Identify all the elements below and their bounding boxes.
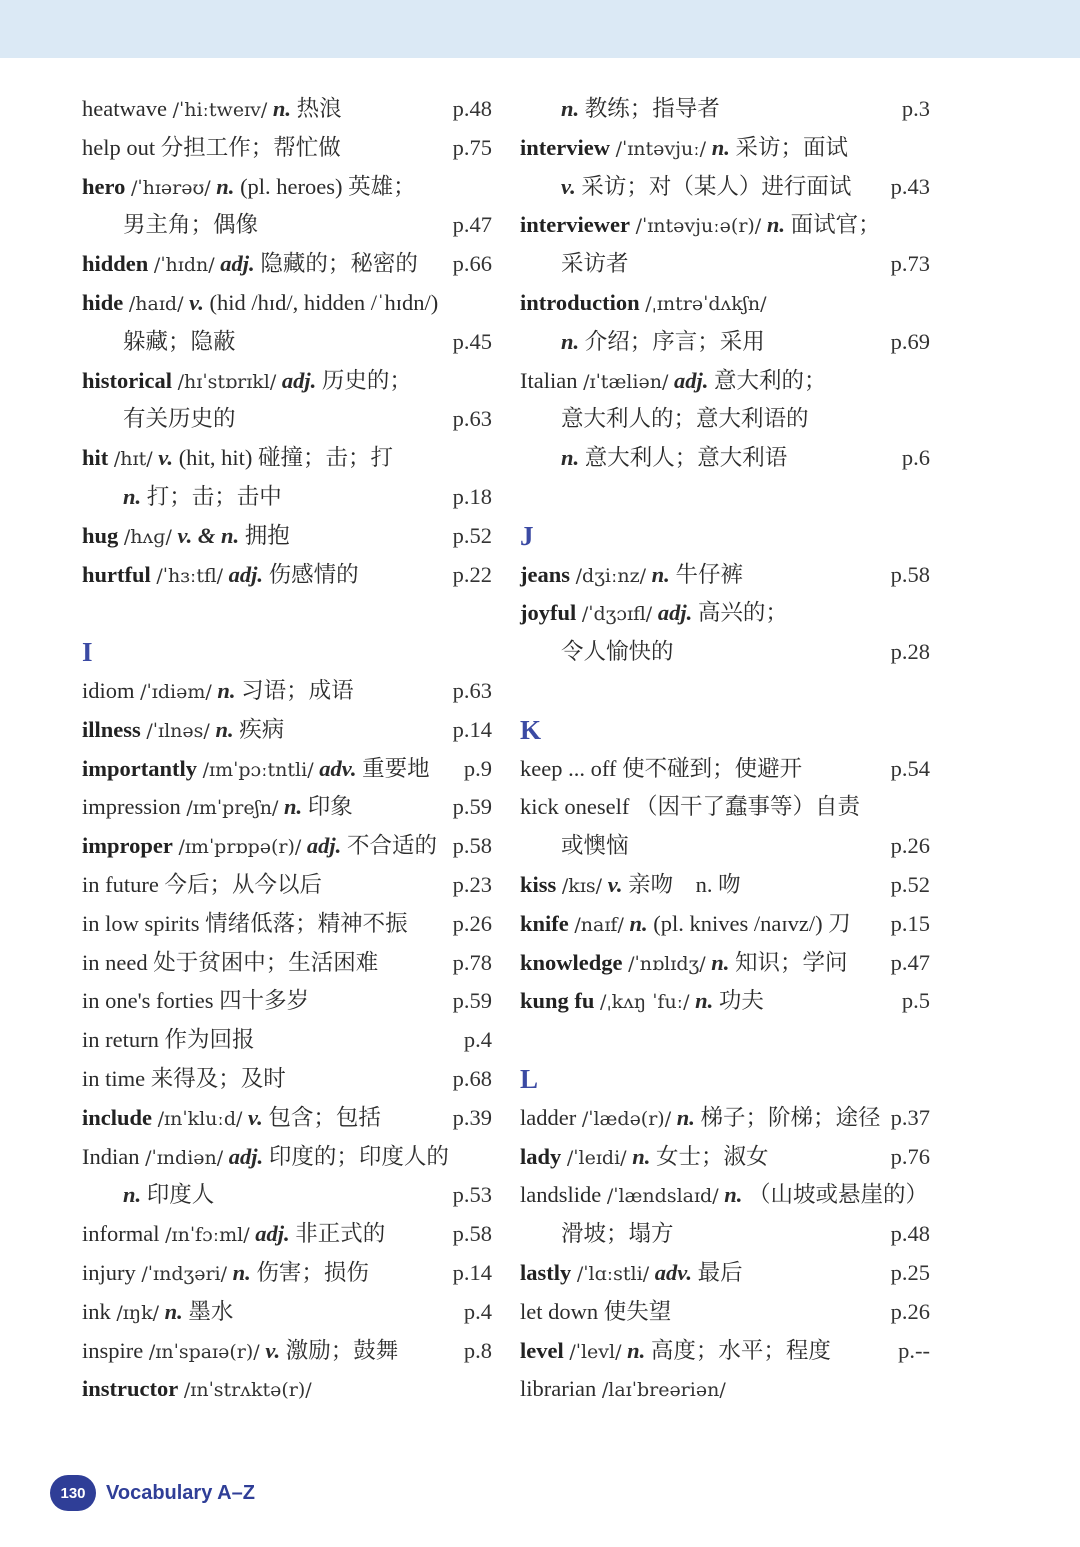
section-letter: I [82, 637, 93, 668]
vocab-entry [82, 1215, 492, 1254]
definition: 分担工作；帮忙做 [160, 134, 341, 160]
definition: 使失望 [603, 1298, 672, 1324]
headword: in low spirits [82, 910, 200, 936]
part-of-speech: n. [123, 1182, 142, 1208]
part-of-speech: n. [561, 328, 580, 354]
part-of-speech: n. [651, 561, 670, 587]
vocab-entry [82, 982, 492, 1021]
definition: 意大利的； [713, 367, 827, 393]
phonetic: /ɪmˈprɒpə(r)/ [178, 836, 302, 859]
entry-continuation [520, 633, 930, 672]
vocab-entry [82, 129, 492, 168]
vocab-entry [520, 866, 930, 905]
footer-section-title: Vocabulary A–Z [106, 1481, 255, 1504]
definition: 意大利人的；意大利语的 [561, 406, 809, 432]
headword: heatwave [82, 96, 167, 121]
part-of-speech: adj. [228, 1143, 264, 1169]
definition: 不合适的 [346, 833, 437, 859]
vocab-entry [82, 1021, 492, 1060]
headword: hero [82, 173, 126, 199]
page-ref: p.25 [890, 1259, 930, 1285]
headword: informal [82, 1221, 160, 1247]
page-ref: p.73 [890, 251, 930, 277]
headword: librarian [520, 1376, 597, 1402]
headword: help out [82, 134, 156, 160]
definition: 今后；从今以后 [164, 871, 322, 897]
page-ref: p.58 [890, 561, 930, 587]
vocab-entry [82, 1293, 492, 1332]
phonetic: /ˈɪndʒəri/ [141, 1262, 228, 1285]
vocab-entry [520, 1293, 930, 1332]
part-of-speech: n. [629, 910, 648, 936]
definition: 男主角；偶像 [123, 212, 259, 238]
headword: Italian [520, 367, 578, 393]
entry-continuation [82, 206, 492, 245]
vocab-entry [82, 866, 492, 905]
phonetic: /ˌɪntrəˈdʌkʃn/ [645, 292, 767, 315]
headword: importantly [82, 755, 197, 781]
page-ref: p.48 [890, 1221, 930, 1247]
definition: 采访；面试 [735, 134, 848, 160]
definition: 热浪 [296, 96, 342, 121]
vocab-entry [82, 245, 492, 284]
phonetic: /ɪnˈstrʌktə(r)/ [183, 1379, 312, 1402]
headword: level [520, 1337, 564, 1363]
definition: 打；击；击中 [146, 483, 282, 509]
headword: lady [520, 1143, 562, 1169]
page-ref: p.23 [452, 871, 492, 897]
part-of-speech: adv. [654, 1259, 693, 1285]
vocab-entry [82, 1060, 492, 1099]
headword: illness [82, 716, 141, 742]
headword: idiom [82, 677, 135, 703]
phonetic: /ɪnˈspaɪə(r)/ [148, 1340, 260, 1363]
definition: 处于贫困中；生活困难 [153, 949, 379, 975]
headword: let down [520, 1298, 599, 1324]
part-of-speech: adj. [281, 367, 317, 393]
phonetic: /ˈdʒɔɪfl/ [581, 603, 653, 626]
entry-continuation [82, 1176, 492, 1215]
definition: 作为回报 [164, 1027, 255, 1053]
vocab-entry [520, 750, 930, 789]
definition: 高兴的； [697, 600, 788, 626]
phonetic: /ˌkʌŋ ˈfuː/ [600, 991, 690, 1014]
vocab-entry [82, 1138, 492, 1177]
part-of-speech: n. [561, 445, 580, 471]
definition: 教练；指导者 [584, 96, 720, 121]
vocab-entry [82, 711, 492, 750]
part-of-speech: n. [215, 716, 234, 742]
page-ref: p.15 [890, 910, 930, 936]
definition: 采访；对（某人）进行面试 [581, 173, 852, 199]
vocab-entry [82, 944, 492, 983]
headword: kung fu [520, 988, 595, 1014]
page-ref: p.22 [452, 561, 492, 587]
page-ref: p.53 [452, 1182, 492, 1208]
entry-continuation [520, 400, 930, 439]
part-of-speech: n. [216, 173, 235, 199]
part-of-speech: n. [272, 96, 292, 121]
definition: (hid /hɪd/, hidden /ˈhɪdn/) [209, 289, 439, 315]
part-of-speech: n. [676, 1104, 695, 1130]
definition: 女士；淑女 [655, 1143, 769, 1169]
definition: 激励；鼓舞 [285, 1337, 399, 1363]
part-of-speech: adj. [657, 600, 693, 626]
part-of-speech: n. [766, 212, 785, 238]
vocab-entry [520, 594, 930, 633]
definition: 滑坡；塌方 [561, 1221, 674, 1247]
definition: （山坡或悬崖的） [748, 1182, 929, 1208]
definition: 采访者 [561, 251, 629, 277]
headword: in time [82, 1065, 146, 1091]
phonetic: /ɪmˈpreʃn/ [186, 797, 279, 820]
vocab-entry [82, 827, 492, 866]
vocab-entry [82, 284, 492, 323]
entry-continuation [82, 400, 492, 439]
phonetic: /kɪs/ [561, 874, 603, 897]
definition: （因干了蠢事等）自责 [634, 794, 860, 820]
part-of-speech: n. [627, 1337, 646, 1363]
definition: 印度人 [146, 1182, 215, 1208]
part-of-speech: adj. [220, 251, 255, 277]
headword: hidden [82, 251, 149, 277]
entry-continuation [520, 245, 930, 284]
definition: 墨水 [188, 1298, 234, 1324]
headword: historical [82, 367, 172, 393]
headword: instructor [82, 1376, 179, 1402]
vocab-entry [82, 168, 492, 207]
headword: introduction [520, 289, 640, 315]
vocab-entry [82, 905, 492, 944]
part-of-speech: n. [711, 949, 730, 975]
definition: 习语；成语 [241, 677, 354, 703]
vocab-entry [82, 439, 492, 478]
page-ref: p.4 [463, 1298, 492, 1324]
page-ref: p.52 [890, 871, 930, 897]
definition: 最后 [697, 1259, 743, 1285]
headword: in future [82, 871, 159, 897]
vocab-entry [82, 556, 492, 595]
page-ref: p.59 [452, 794, 492, 820]
headword: hug [82, 522, 119, 548]
spacer-line [520, 478, 930, 517]
page-ref: p.63 [452, 677, 492, 703]
headword: interview [520, 134, 610, 160]
page-ref: p.78 [452, 949, 492, 975]
headword: Indian [82, 1143, 140, 1169]
page-number-badge: 130 [50, 1475, 96, 1511]
definition: 情绪低落；精神不振 [205, 910, 408, 936]
page-ref: p.59 [452, 988, 492, 1014]
phonetic: /ˈɪlnəs/ [146, 719, 210, 742]
page-ref: p.76 [890, 1143, 930, 1169]
vocab-entry [520, 362, 930, 401]
headword: inspire [82, 1337, 144, 1363]
phonetic: /ɪˈtæliən/ [583, 370, 669, 393]
headword: improper [82, 833, 173, 859]
phonetic: /ˈlɑːstli/ [576, 1262, 650, 1285]
definition: 介绍；序言；采用 [584, 328, 765, 354]
phonetic: /dʒiːnz/ [575, 564, 647, 587]
phonetic: /ˈhiːtweɪv/ [172, 99, 268, 121]
page-ref: p.47 [452, 212, 492, 238]
definition: 知识；学问 [735, 949, 848, 975]
definition: 印象 [307, 794, 353, 820]
page-ref: p.43 [890, 173, 930, 199]
headword: kick oneself [520, 794, 630, 820]
spacer-line [82, 594, 492, 633]
page-ref: p.63 [452, 406, 492, 432]
headword: injury [82, 1259, 136, 1285]
vocab-entry [520, 1332, 930, 1371]
page-ref: p.14 [452, 716, 492, 742]
phonetic: /ɪnˈfɔːml/ [165, 1224, 250, 1247]
page-ref: p.-- [898, 1337, 930, 1363]
page-ref: p.52 [452, 522, 492, 548]
page-ref: p.48 [452, 96, 492, 121]
page-ref: p.69 [890, 328, 930, 354]
page-ref: p.39 [452, 1104, 492, 1130]
phonetic: /ˈlædə(r)/ [581, 1107, 672, 1130]
part-of-speech: v. & n. [177, 522, 240, 548]
phonetic: /ɪnˈkluːd/ [157, 1107, 243, 1130]
phonetic: /hɪt/ [113, 448, 153, 471]
phonetic: /hʌɡ/ [123, 525, 172, 548]
vocab-entry [520, 788, 930, 827]
definition: 或懊恼 [561, 833, 629, 859]
page-ref: p.26 [890, 1298, 930, 1324]
entry-continuation [520, 323, 930, 362]
headword: ladder [520, 1104, 577, 1130]
page-ref: p.37 [890, 1104, 930, 1130]
headword: ink [82, 1298, 111, 1324]
entry-continuation [520, 168, 930, 207]
page-ref: p.28 [890, 639, 930, 665]
page-ref: p.58 [452, 1221, 492, 1247]
phonetic: /ˈhɪərəʊ/ [130, 176, 211, 199]
section-letter: K [520, 714, 542, 745]
headword: in return [82, 1027, 159, 1053]
entry-continuation [82, 478, 492, 517]
vocab-entry [82, 1332, 492, 1371]
part-of-speech: v. [189, 289, 204, 315]
page-ref: p.26 [452, 910, 492, 936]
page-ref: p.68 [452, 1065, 492, 1091]
definition: 面试官； [790, 212, 881, 238]
page-ref: p.4 [463, 1027, 492, 1053]
vocab-entry [82, 362, 492, 401]
vocab-entry [520, 556, 930, 595]
part-of-speech: n. [284, 794, 303, 820]
phonetic: /ˈɪntəvjuː/ [615, 137, 707, 160]
definition: 隐藏的；秘密的 [260, 251, 418, 277]
headword: lastly [520, 1259, 572, 1285]
part-of-speech: v. [561, 173, 576, 199]
headword: jeans [520, 561, 570, 587]
page-ref: p.54 [890, 755, 930, 781]
phonetic: /ˈɪndiən/ [145, 1146, 224, 1169]
headword: joyful [520, 600, 577, 626]
vocab-entry [520, 206, 930, 245]
part-of-speech: n. [232, 1259, 251, 1285]
headword: interviewer [520, 212, 630, 238]
page-ref: p.14 [452, 1259, 492, 1285]
part-of-speech: v. [248, 1104, 263, 1130]
phonetic: /ˈlevl/ [569, 1340, 622, 1363]
phonetic: /ɪmˈpɔːtntli/ [202, 758, 314, 781]
vocabulary-column-left [82, 90, 492, 1409]
spacer-line [520, 672, 930, 711]
definition: 四十多岁 [219, 988, 310, 1014]
page-ref: p.58 [452, 833, 492, 859]
part-of-speech: adv. [319, 755, 357, 781]
headword: kiss [520, 871, 557, 897]
vocab-entry [82, 1099, 492, 1138]
page-ref: p.5 [901, 988, 930, 1014]
definition: 拥抱 [244, 522, 290, 548]
definition: (hit, hit) 碰撞；击；打 [178, 445, 394, 471]
phonetic: /haɪd/ [128, 292, 184, 315]
part-of-speech: n. [724, 1182, 743, 1208]
headword: impression [82, 794, 181, 820]
definition: 来得及；及时 [150, 1065, 286, 1091]
vocab-entry [520, 944, 930, 983]
headword: knife [520, 910, 569, 936]
headword: hit [82, 445, 109, 471]
vocab-entry [520, 1099, 930, 1138]
part-of-speech: v. [607, 871, 623, 897]
top-header-band [0, 0, 1080, 58]
definition: (pl. knives /naɪvz/) 刀 [653, 910, 851, 936]
section-letter: L [520, 1063, 539, 1094]
phonetic: /laɪˈbreəriən/ [601, 1379, 726, 1402]
entry-continuation [82, 323, 492, 362]
definition: 意大利人；意大利语 [584, 445, 788, 471]
entry-continuation [520, 90, 930, 129]
definition: 伤感情的 [268, 561, 359, 587]
spacer-line [520, 1021, 930, 1060]
definition: 使不碰到；使避开 [622, 755, 803, 781]
vocab-entry [82, 750, 492, 789]
definition: (pl. heroes) 英雄； [240, 173, 416, 199]
page-ref: p.9 [463, 755, 492, 781]
definition: 印度的；印度人的 [268, 1143, 449, 1169]
definition: 非正式的 [295, 1221, 386, 1247]
definition: 梯子；阶梯；途径 [700, 1104, 881, 1130]
part-of-speech: n. [217, 677, 236, 703]
vocab-entry [520, 982, 930, 1021]
phonetic: /ˈɪntəvjuːə(r)/ [635, 215, 762, 238]
definition: 高度；水平；程度 [650, 1337, 831, 1363]
definition: 亲吻 n. 吻 [628, 871, 741, 897]
part-of-speech: n. [123, 483, 142, 509]
page-ref: p.47 [890, 949, 930, 975]
vocab-entry [520, 905, 930, 944]
vocab-entry [520, 1370, 930, 1409]
phonetic: /ˈleɪdi/ [566, 1146, 627, 1169]
page-ref: p.45 [452, 328, 492, 354]
vocab-entry [82, 1370, 492, 1409]
phonetic: /ˈhɜːtfl/ [156, 564, 224, 587]
headword: knowledge [520, 949, 623, 975]
definition: 伤害；损伤 [256, 1259, 369, 1285]
headword: landslide [520, 1182, 602, 1208]
vocab-entry [82, 517, 492, 556]
definition: 功夫 [718, 988, 764, 1014]
headword: hurtful [82, 561, 151, 587]
headword: in need [82, 949, 148, 975]
part-of-speech: n. [695, 988, 714, 1014]
vocab-entry [520, 129, 930, 168]
phonetic: /hɪˈstɒrɪkl/ [177, 370, 277, 393]
definition: 牛仔裤 [675, 561, 743, 587]
vocabulary-column-right [520, 90, 930, 1409]
vocab-entry [82, 672, 492, 711]
definition: 历史的； [321, 367, 412, 393]
page-ref: p.6 [901, 445, 930, 471]
phonetic: /ˈɪdiəm/ [140, 680, 212, 703]
headword: hide [82, 289, 124, 315]
part-of-speech: adj. [255, 1221, 290, 1247]
part-of-speech: adj. [306, 833, 342, 859]
definition: 重要地 [362, 755, 430, 781]
vocab-entry [520, 1138, 930, 1177]
phonetic: /naɪf/ [574, 913, 624, 936]
phonetic: /ɪŋk/ [116, 1301, 160, 1324]
vocab-entry [520, 1254, 930, 1293]
headword: include [82, 1104, 153, 1130]
entry-continuation [520, 1215, 930, 1254]
section-letter: J [520, 520, 534, 551]
part-of-speech: adj. [228, 561, 264, 587]
phonetic: /ˈnɒlɪdʒ/ [628, 952, 706, 975]
headword: keep ... off [520, 755, 617, 781]
part-of-speech: v. [265, 1337, 281, 1363]
part-of-speech: v. [158, 445, 174, 471]
page-ref: p.3 [901, 96, 930, 121]
page-ref: p.8 [463, 1337, 492, 1363]
part-of-speech: n. [561, 96, 580, 121]
definition: 躲藏；隐蔽 [123, 328, 236, 354]
headword: in one's forties [82, 988, 214, 1014]
vocab-entry [520, 284, 930, 323]
entry-continuation [520, 827, 930, 866]
entry-continuation [520, 439, 930, 478]
phonetic: /ˈlændslaɪd/ [606, 1185, 719, 1208]
vocab-entry [82, 788, 492, 827]
page-ref: p.75 [452, 134, 492, 160]
page-ref: p.66 [452, 251, 492, 277]
vocab-entry [82, 90, 492, 129]
part-of-speech: n. [164, 1298, 183, 1324]
definition: 有关历史的 [123, 406, 236, 432]
vocab-entry [520, 1176, 930, 1215]
phonetic: /ˈhɪdn/ [153, 254, 215, 277]
page-ref: p.26 [890, 833, 930, 859]
part-of-speech: n. [711, 134, 730, 160]
definition: 令人愉快的 [561, 639, 674, 665]
part-of-speech: adj. [673, 367, 709, 393]
page-ref: p.18 [452, 483, 492, 509]
definition: 疾病 [239, 716, 285, 742]
part-of-speech: n. [632, 1143, 651, 1169]
page-footer [50, 1475, 255, 1511]
definition: 包含；包括 [268, 1104, 381, 1130]
vocab-entry [82, 1254, 492, 1293]
